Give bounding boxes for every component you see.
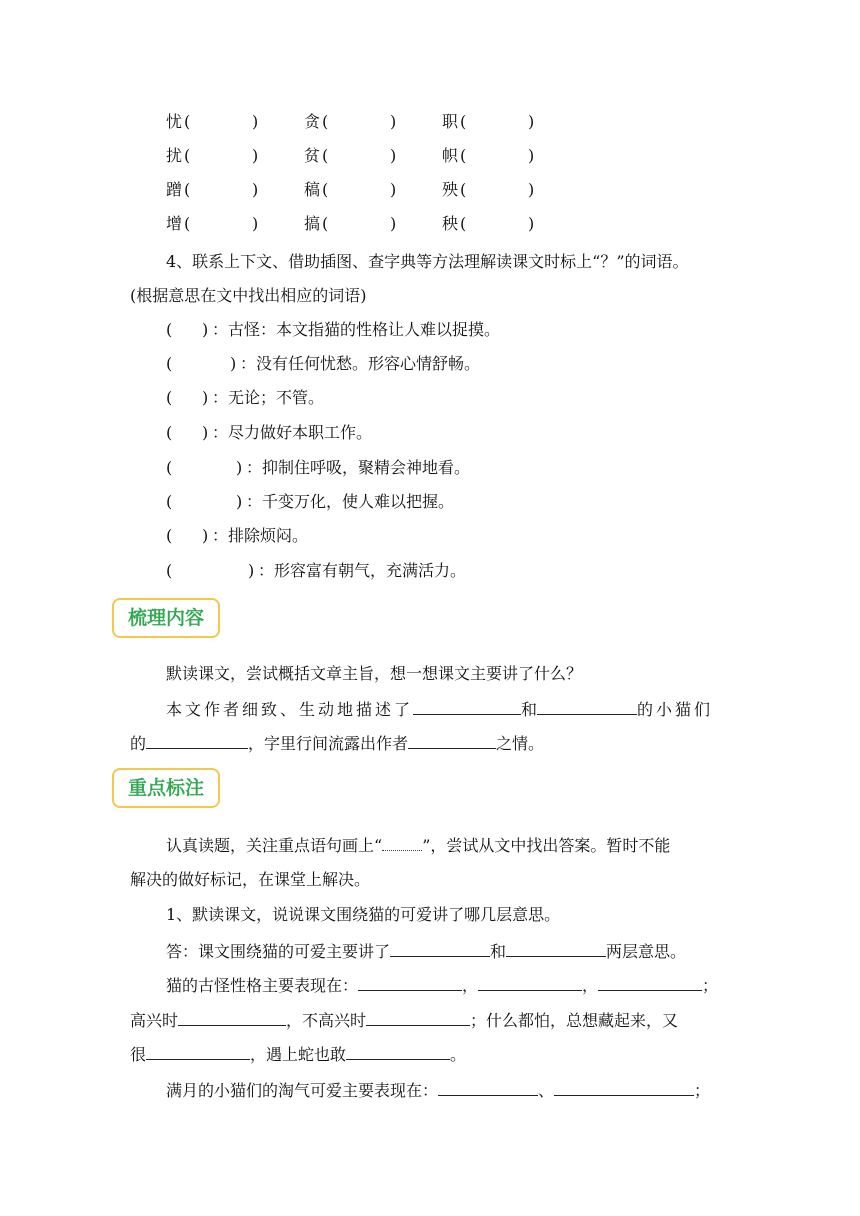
close-paren: ) (252, 180, 259, 199)
summary-instruction: 默读课文，尝试概括文章主旨，想一想课文主要讲了什么？ (166, 664, 583, 683)
answer-blank[interactable] (358, 974, 462, 991)
close-paren: ) (528, 146, 535, 165)
vocab-answer-space[interactable] (176, 388, 200, 408)
question-1-prompt: 1、默读课文，说说课文围绕猫的可爱讲了哪几层意思。 (166, 905, 561, 924)
pinyin-answer-space[interactable] (194, 112, 254, 132)
answer-blank[interactable] (146, 732, 248, 749)
open-paren: ( (322, 146, 329, 165)
open-paren: ( (166, 526, 173, 545)
vocab-answer-space[interactable] (176, 458, 234, 478)
vocab-definition: ：古怪：本文指猫的性格让人难以捉摸。 (212, 320, 501, 339)
odd-personality-line: 猫的古怪性格主要表现在： ， ， ； (166, 976, 719, 995)
pinyin-answer-space[interactable] (332, 180, 392, 200)
vocab-definition: ：排除烦闷。 (212, 526, 309, 545)
vocab-definition: ：抑制住呼吸，聚精会神地看。 (246, 458, 471, 477)
answer-blank[interactable] (146, 1043, 250, 1060)
vocab-definition: ：尽力做好本职工作。 (212, 423, 373, 442)
pinyin-answer-space[interactable] (470, 146, 530, 166)
open-paren: ( (460, 146, 467, 165)
open-paren: ( (184, 214, 191, 233)
close-paren: ) (248, 561, 255, 580)
vocab-answer-space[interactable] (176, 561, 246, 581)
vocab-definition: ：无论；不管。 (212, 388, 325, 407)
close-paren: ) (252, 146, 259, 165)
open-paren: ( (460, 214, 467, 233)
open-paren: ( (184, 180, 191, 199)
close-paren: ) (390, 180, 397, 199)
close-paren: ) (236, 458, 243, 477)
answer-blank[interactable] (346, 1043, 450, 1060)
pinyin-answer-space[interactable] (470, 180, 530, 200)
question-1-answer: 答：课文围绕猫的可爱主要讲了 和 两层意思。 (166, 942, 687, 961)
character-prompt: 秧 (442, 214, 459, 233)
open-paren: ( (166, 492, 173, 511)
pinyin-answer-space[interactable] (194, 214, 254, 234)
open-paren: ( (184, 112, 191, 131)
vocab-answer-space[interactable] (176, 423, 200, 443)
open-paren: ( (460, 112, 467, 131)
vocab-answer-space[interactable] (176, 320, 200, 340)
summary-sentence-line1: 本文作者细致、生动地描述了 和 的小猫们 (166, 700, 714, 719)
answer-blank[interactable] (537, 698, 637, 715)
brave-line: 很 ，遇上蛇也敢 。 (130, 1045, 467, 1064)
open-paren: ( (322, 112, 329, 131)
answer-blank[interactable] (366, 1009, 470, 1026)
close-paren: ) (252, 112, 259, 131)
summary-sentence-line2: 的 ，字里行间流露出作者 之情。 (130, 734, 545, 753)
open-paren: ( (166, 423, 173, 442)
open-paren: ( (460, 180, 467, 199)
close-paren: ) (202, 423, 209, 442)
open-paren: ( (166, 320, 173, 339)
vocab-definition: ：没有任何忧愁。形容心情舒畅。 (240, 354, 481, 373)
character-prompt: 贪 (304, 112, 321, 131)
open-paren: ( (166, 354, 173, 373)
vocab-definition: ：千变万化，使人难以把握。 (246, 492, 455, 511)
question-4-note: (根据意思在文中找出相应的词语) (130, 286, 367, 305)
pinyin-answer-space[interactable] (332, 112, 392, 132)
answer-blank[interactable] (554, 1079, 694, 1096)
vocab-answer-space[interactable] (176, 492, 234, 512)
vocab-definition: ：形容富有朝气，充满活力。 (258, 561, 467, 580)
open-paren: ( (166, 458, 173, 477)
character-prompt: 稿 (304, 180, 321, 199)
character-prompt: 贫 (304, 146, 321, 165)
open-paren: ( (322, 214, 329, 233)
close-paren: ) (390, 214, 397, 233)
character-prompt: 蹭 (166, 180, 183, 199)
annotation-instruction-line2: 解决的做好标记，在课堂上解决。 (130, 870, 371, 889)
open-paren: ( (166, 561, 173, 580)
kitten-naughty-line: 满月的小猫们的淘气可爱主要表现在： 、 ； (166, 1081, 711, 1100)
character-prompt: 帜 (442, 146, 459, 165)
character-prompt: 搞 (304, 214, 321, 233)
annotation-instruction-line1: 认真读题，关注重点语句画上“ ”，尝试从文中找出答案。暂时不能 (166, 836, 671, 855)
close-paren: ) (528, 214, 535, 233)
dotted-underline-sample (382, 836, 422, 851)
pinyin-answer-space[interactable] (194, 180, 254, 200)
character-prompt: 增 (166, 214, 183, 233)
close-paren: ) (528, 112, 535, 131)
pinyin-answer-space[interactable] (332, 146, 392, 166)
character-prompt: 职 (442, 112, 459, 131)
character-prompt: 殃 (442, 180, 459, 199)
answer-blank[interactable] (438, 1079, 538, 1096)
answer-blank[interactable] (413, 698, 521, 715)
close-paren: ) (202, 526, 209, 545)
close-paren: ) (390, 146, 397, 165)
close-paren: ) (390, 112, 397, 131)
vocab-answer-space[interactable] (176, 354, 228, 374)
open-paren: ( (322, 180, 329, 199)
answer-blank[interactable] (408, 732, 496, 749)
section-tag-key-annotation: 重点标注 (112, 768, 220, 808)
answer-blank[interactable] (178, 1009, 286, 1026)
answer-blank[interactable] (478, 974, 582, 991)
close-paren: ) (236, 492, 243, 511)
pinyin-answer-space[interactable] (332, 214, 392, 234)
close-paren: ) (230, 354, 237, 373)
character-prompt: 忧 (166, 112, 183, 131)
answer-blank[interactable] (390, 940, 490, 957)
close-paren: ) (202, 388, 209, 407)
happy-unhappy-line: 高兴时 ，不高兴时 ；什么都怕，总想藏起来，又 (130, 1011, 679, 1030)
open-paren: ( (184, 146, 191, 165)
section-tag-sorting-content: 梳理内容 (112, 598, 220, 638)
answer-blank[interactable] (506, 940, 606, 957)
question-4-prompt: 4、联系上下文、借助插图、查字典等方法理解读课文时标上“？”的词语。 (166, 252, 689, 271)
vocab-answer-space[interactable] (176, 526, 200, 546)
pinyin-answer-space[interactable] (470, 214, 530, 234)
pinyin-answer-space[interactable] (470, 112, 530, 132)
answer-blank[interactable] (598, 974, 702, 991)
pinyin-answer-space[interactable] (194, 146, 254, 166)
character-prompt: 扰 (166, 146, 183, 165)
open-paren: ( (166, 388, 173, 407)
close-paren: ) (528, 180, 535, 199)
close-paren: ) (252, 214, 259, 233)
close-paren: ) (202, 320, 209, 339)
